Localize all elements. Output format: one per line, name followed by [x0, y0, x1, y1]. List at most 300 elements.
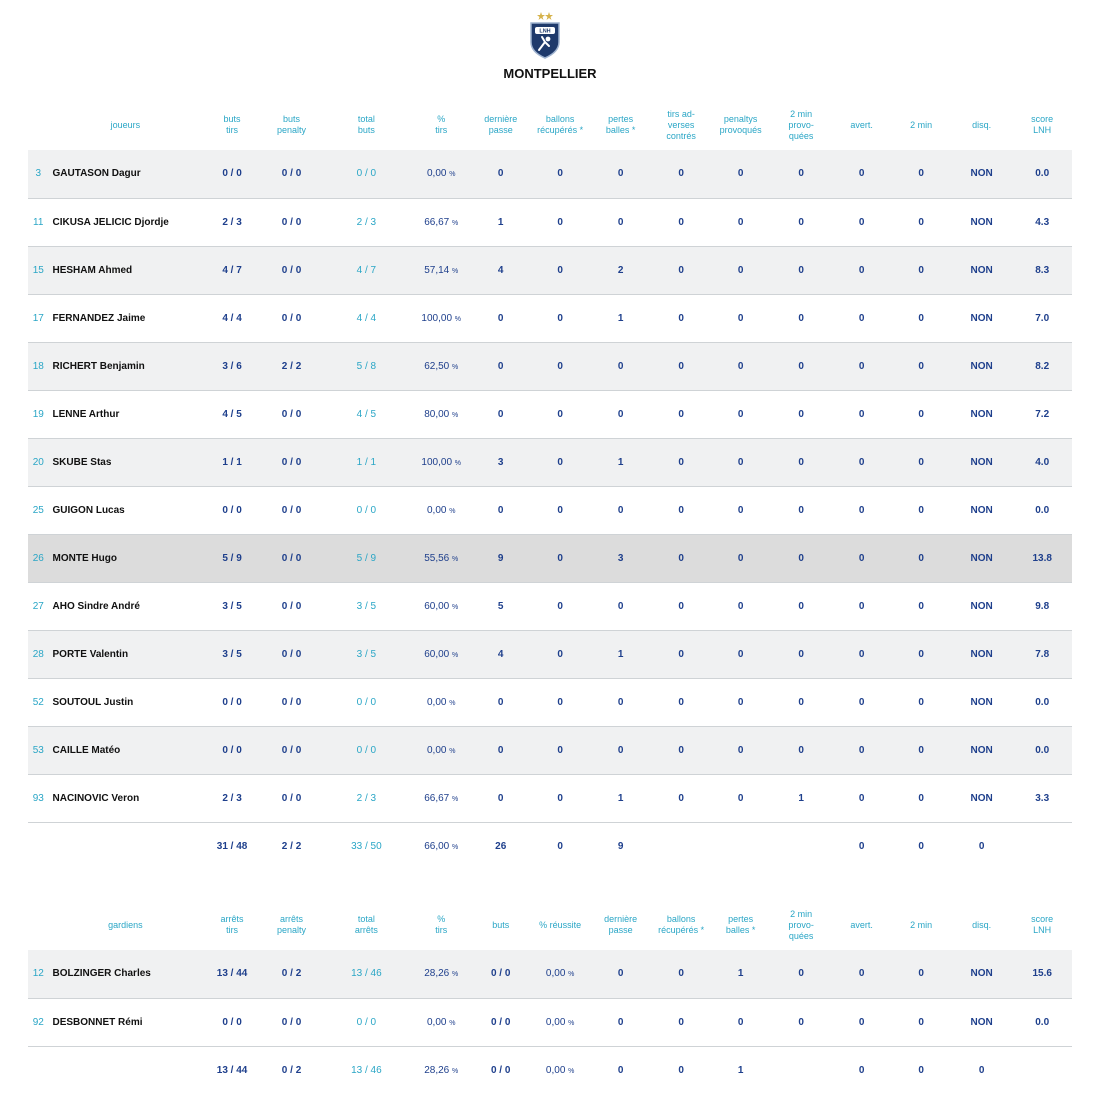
player-cell: 0 — [858, 312, 865, 324]
player-cell: 0 — [617, 408, 624, 420]
player-cell: 0 / 0 — [281, 216, 302, 228]
player-cell[interactable]: SOUTOUL Justin — [52, 696, 134, 708]
lnh-shield-logo-icon — [525, 10, 565, 60]
player-cell: 3 / 5 — [356, 600, 377, 612]
player-cell: 0 — [617, 600, 624, 612]
player-row — [28, 534, 1072, 582]
keepers-header-7: % réussite — [539, 919, 582, 930]
players-header-2: buts tirs — [223, 114, 241, 135]
keeper-total-cell: 13 / 46 — [351, 1064, 382, 1076]
player-cell: 0 — [798, 648, 804, 660]
players-header-3: buts penalty — [277, 114, 307, 135]
player-cell: 17 — [32, 312, 44, 324]
player-total-cell: 9 — [617, 840, 624, 852]
player-cell: 4 / 7 — [356, 264, 377, 276]
player-total-cell: 66,00 % — [424, 840, 459, 852]
player-cell: 2 / 3 — [222, 216, 242, 228]
player-cell: 0 — [918, 264, 924, 276]
keepers-header-0 — [28, 900, 49, 950]
players-header-1: joueurs — [110, 119, 141, 130]
player-cell: 0 — [737, 792, 744, 804]
player-cell: 0 — [678, 408, 684, 420]
player-cell: 0 — [858, 504, 865, 516]
player-total-cell: 0 — [557, 840, 563, 852]
keeper-cell: 1 — [737, 968, 744, 980]
player-cell: 60,00 % — [424, 648, 459, 660]
player-cell: 0 — [798, 408, 804, 420]
player-cell: 0 — [737, 168, 744, 180]
player-cell: 4 / 4 — [222, 312, 242, 324]
keeper-cell: NON — [970, 968, 993, 980]
player-cell: 0 — [557, 216, 563, 228]
keeper-total-cell: 0,00 % — [545, 1064, 575, 1076]
player-cell: 2 / 3 — [356, 216, 377, 228]
player-cell[interactable]: AHO Sindre André — [52, 600, 140, 612]
keeper-total-cell: 0 — [918, 1064, 924, 1076]
keeper-total-cell: 0 / 0 — [490, 1064, 511, 1076]
keeper-cell: 13 / 44 — [216, 968, 248, 980]
player-cell: 9 — [497, 552, 504, 564]
player-cell: 0 / 0 — [222, 504, 242, 516]
player-row — [28, 486, 1072, 534]
player-cell: 0.0 — [1035, 168, 1050, 180]
player-cell: 0 — [798, 744, 804, 756]
player-cell: 2 / 3 — [222, 792, 242, 804]
keeper-cell: NON — [970, 1016, 993, 1028]
player-cell: 0 — [678, 504, 684, 516]
player-total-cell: 26 — [495, 840, 507, 852]
keeper-cell: 0 — [678, 968, 684, 980]
keeper-cell: 13 / 46 — [351, 968, 382, 980]
keeper-cell: 0 — [858, 1016, 865, 1028]
player-cell[interactable]: CAILLE Matéo — [52, 744, 121, 756]
player-cell: 1 / 1 — [222, 456, 242, 468]
player-cell: 3 / 5 — [356, 648, 377, 660]
player-cell: 7.0 — [1035, 312, 1050, 324]
player-cell: 0 — [737, 216, 744, 228]
player-cell: 0 / 0 — [281, 168, 302, 180]
player-row — [28, 198, 1072, 246]
player-cell: 0 — [858, 408, 865, 420]
player-cell: 4 — [497, 264, 504, 276]
player-cell: NON — [970, 504, 993, 516]
players-header-4: total buts — [357, 114, 375, 135]
player-total-cell — [49, 822, 203, 870]
player-cell: 4 / 4 — [356, 312, 377, 324]
keeper-total-cell: 0 — [858, 1064, 865, 1076]
player-cell: 3 — [497, 456, 504, 468]
player-cell: 0 — [798, 216, 804, 228]
player-cell: 0 — [737, 312, 744, 324]
player-cell: 4 / 5 — [356, 408, 377, 420]
player-cell: 0 — [858, 456, 865, 468]
player-cell: 0 — [737, 360, 744, 372]
player-cell[interactable]: PORTE Valentin — [52, 648, 129, 660]
player-row — [28, 150, 1072, 198]
player-cell: 0 — [557, 360, 563, 372]
keeper-cell: 0 / 0 — [490, 968, 511, 980]
player-cell: 0 — [858, 648, 865, 660]
player-row — [28, 390, 1072, 438]
player-cell: 0 / 0 — [222, 744, 242, 756]
keeper-cell: 0 / 0 — [281, 1016, 302, 1028]
player-cell: 100,00 % — [421, 312, 462, 324]
player-cell: 0 — [617, 504, 624, 516]
player-cell: 0 / 0 — [281, 456, 302, 468]
player-cell[interactable]: LENNE Arthur — [52, 408, 120, 420]
player-cell: 0 / 0 — [281, 696, 302, 708]
player-total-cell: 33 / 50 — [351, 840, 382, 852]
player-cell: 0 — [918, 552, 924, 564]
keeper-cell[interactable]: BOLZINGER Charles — [52, 968, 151, 980]
player-cell: 57,14 % — [424, 264, 459, 276]
player-cell: 53 — [32, 744, 44, 756]
player-cell: 0.0 — [1035, 504, 1050, 516]
player-cell: 1 — [617, 792, 624, 804]
player-cell: 0 — [678, 360, 684, 372]
player-cell: 0 / 0 — [281, 600, 302, 612]
player-cell: 0 — [858, 744, 865, 756]
keeper-cell: 0.0 — [1035, 1016, 1050, 1028]
player-cell: 0 — [918, 168, 924, 180]
player-cell: 13.8 — [1032, 552, 1052, 564]
player-cell: 0 — [557, 264, 563, 276]
player-total-cell — [770, 822, 832, 870]
player-cell: NON — [970, 456, 993, 468]
player-cell: 25 — [32, 504, 44, 516]
player-cell: 0 — [918, 216, 924, 228]
player-cell: 0 — [617, 744, 624, 756]
player-cell: 0 — [678, 312, 684, 324]
players-header-0 — [28, 100, 49, 150]
player-cell: 60,00 % — [424, 600, 459, 612]
player-cell: 0,00 % — [426, 504, 456, 516]
keepers-header-8: dernière passe — [604, 914, 638, 935]
player-cell: 0 — [798, 552, 804, 564]
player-cell: 1 — [497, 216, 504, 228]
keeper-row — [28, 950, 1072, 998]
player-cell: 0 / 0 — [281, 552, 302, 564]
player-total-cell — [711, 822, 770, 870]
player-cell: 0 / 0 — [281, 312, 302, 324]
player-cell: 0 — [858, 168, 865, 180]
players-header-11: 2 min provo- quées — [788, 108, 814, 141]
player-cell: 0 — [918, 696, 924, 708]
player-cell: 93 — [32, 792, 44, 804]
player-cell: 0 — [858, 552, 865, 564]
player-cell: 0 — [557, 312, 563, 324]
player-cell: 0 — [737, 696, 744, 708]
player-cell: 0 — [918, 504, 924, 516]
player-cell: 2 / 3 — [356, 792, 377, 804]
keeper-cell: 92 — [32, 1016, 44, 1028]
keepers-header-4: total arrêts — [354, 914, 378, 935]
player-cell: 7.8 — [1035, 648, 1050, 660]
player-cell: 1 — [617, 456, 624, 468]
keeper-cell: 0 — [617, 1016, 624, 1028]
player-cell: 0 — [557, 552, 563, 564]
keeper-cell: 28,26 % — [424, 968, 459, 980]
player-cell: 0 — [918, 744, 924, 756]
player-cell: 0 — [737, 648, 744, 660]
player-cell: 20 — [32, 456, 44, 468]
keeper-total-cell: 28,26 % — [424, 1064, 459, 1076]
player-row — [28, 726, 1072, 774]
player-cell: 18 — [32, 360, 44, 372]
player-cell: 0 — [798, 504, 804, 516]
player-cell: 62,50 % — [424, 360, 459, 372]
player-cell: 0 — [918, 648, 924, 660]
player-row — [28, 294, 1072, 342]
player-cell: 0 — [918, 312, 924, 324]
player-cell: 0 — [557, 744, 563, 756]
player-cell: 0.0 — [1035, 696, 1050, 708]
players-header-12: avert. — [850, 119, 873, 130]
keeper-cell: 0 — [918, 1016, 924, 1028]
goalkeepers-header-row — [28, 900, 1072, 950]
keepers-header-15: score LNH — [1031, 914, 1054, 935]
player-cell: 0 / 0 — [281, 408, 302, 420]
player-cell[interactable]: RICHERT Benjamin — [52, 360, 145, 372]
keeper-cell: 0,00 % — [545, 1016, 575, 1028]
player-cell: 0 — [798, 168, 804, 180]
player-cell: 4 / 7 — [222, 264, 242, 276]
player-cell: 0 — [678, 264, 684, 276]
player-total-cell — [651, 822, 710, 870]
player-cell: 0 — [497, 792, 504, 804]
player-row — [28, 246, 1072, 294]
player-cell: 0 / 0 — [222, 168, 242, 180]
player-cell: 3 — [617, 552, 624, 564]
player-cell: 5 / 9 — [222, 552, 242, 564]
keepers-header-1: gardiens — [108, 919, 143, 930]
player-cell: NON — [970, 600, 993, 612]
keeper-total-cell — [28, 1046, 49, 1094]
player-cell: 15 — [32, 264, 44, 276]
player-cell: 0.0 — [1035, 744, 1050, 756]
player-cell: 0 — [557, 600, 563, 612]
keeper-total-cell — [770, 1046, 832, 1094]
player-cell[interactable]: NACINOVIC Veron — [52, 792, 140, 804]
keepers-header-10: pertes balles * — [725, 914, 756, 935]
player-cell: NON — [970, 360, 993, 372]
player-cell: 3 / 6 — [222, 360, 242, 372]
player-total-cell: 0 — [978, 840, 985, 852]
player-cell: 0 — [737, 408, 744, 420]
player-cell: 0 / 0 — [222, 696, 242, 708]
player-cell: 19 — [32, 408, 44, 420]
player-cell: 0 — [557, 648, 563, 660]
player-cell: 55,56 % — [424, 552, 459, 564]
player-cell: NON — [970, 648, 993, 660]
player-cell: 0 — [918, 792, 924, 804]
keeper-cell: 15.6 — [1032, 968, 1052, 980]
players-stats-table — [28, 100, 1072, 870]
player-cell: 4 — [497, 648, 504, 660]
keeper-cell: 12 — [32, 968, 44, 980]
player-cell: 0 — [497, 696, 504, 708]
player-cell: 0 / 0 — [356, 168, 377, 180]
keeper-cell: 0 — [798, 1016, 804, 1028]
player-cell: 0 — [678, 744, 684, 756]
keeper-cell: 0 / 0 — [356, 1016, 377, 1028]
keeper-cell: 0 — [798, 968, 804, 980]
keeper-total-cell — [1012, 1046, 1072, 1094]
player-cell: 2 — [617, 264, 624, 276]
player-cell: 0 / 0 — [281, 264, 302, 276]
player-cell: 0,00 % — [426, 168, 456, 180]
player-cell: 0 — [497, 744, 504, 756]
player-cell: 9.8 — [1035, 600, 1050, 612]
player-cell: 0 / 0 — [356, 504, 377, 516]
player-total-cell: 31 / 48 — [216, 840, 248, 852]
player-total-cell: 0 — [918, 840, 924, 852]
player-cell: 0 — [918, 456, 924, 468]
player-cell[interactable]: CIKUSA JELICIC Djordje — [52, 216, 169, 228]
keeper-cell: 0 / 0 — [490, 1016, 511, 1028]
player-cell: NON — [970, 792, 993, 804]
player-cell: 0 — [557, 696, 563, 708]
player-cell: 8.2 — [1035, 360, 1050, 372]
player-cell: 0 — [858, 792, 865, 804]
player-cell: 66,67 % — [424, 216, 459, 228]
player-cell: 11 — [33, 216, 44, 228]
players-header-7: ballons récupérés * — [537, 114, 584, 135]
player-cell: 80,00 % — [424, 408, 459, 420]
player-cell: 1 — [617, 648, 624, 660]
player-cell: 0 — [798, 264, 804, 276]
goalkeepers-stats-table — [28, 900, 1072, 1094]
player-cell: 0 — [678, 216, 684, 228]
keeper-total-cell: 0 — [617, 1064, 624, 1076]
keeper-row — [28, 998, 1072, 1046]
player-cell: 0 — [737, 552, 744, 564]
player-cell: 0 — [557, 504, 563, 516]
keeper-cell: 0 — [918, 968, 924, 980]
keeper-total-cell: 0 — [978, 1064, 985, 1076]
player-cell: 0 — [918, 360, 924, 372]
player-total-cell — [1012, 822, 1072, 870]
player-totals-row — [28, 822, 1072, 870]
player-cell: 1 — [798, 792, 804, 804]
player-cell[interactable]: MONTE Hugo — [52, 552, 117, 564]
player-cell: 2 / 2 — [281, 360, 302, 372]
player-cell: 0 — [678, 648, 684, 660]
player-cell[interactable]: FERNANDEZ Jaime — [52, 312, 146, 324]
keeper-total-cell — [49, 1046, 203, 1094]
player-cell: NON — [970, 264, 993, 276]
players-header-8: pertes balles * — [605, 114, 636, 135]
player-cell: 0 — [858, 600, 865, 612]
player-cell: 0 — [858, 360, 865, 372]
player-cell: 0 — [798, 600, 804, 612]
player-cell: 8.3 — [1035, 264, 1050, 276]
svg-text:LNH: LNH — [539, 28, 551, 35]
player-row — [28, 342, 1072, 390]
player-cell: 0 — [557, 456, 563, 468]
player-cell: 0 — [617, 168, 624, 180]
player-cell: 0 — [678, 792, 684, 804]
keepers-header-6: buts — [492, 919, 510, 930]
player-cell: 0,00 % — [426, 696, 456, 708]
player-cell: 0 — [798, 312, 804, 324]
player-cell: 3 — [35, 168, 42, 180]
keepers-header-9: ballons récupérés * — [658, 914, 705, 935]
player-cell: 0 — [557, 792, 563, 804]
player-cell: 0 — [918, 408, 924, 420]
player-cell: 0 — [557, 408, 563, 420]
player-cell: 3 / 5 — [222, 648, 242, 660]
player-cell: 0 — [737, 264, 744, 276]
keeper-total-cell: 1 — [737, 1064, 744, 1076]
keepers-header-2: arrêts tirs — [220, 914, 244, 935]
player-cell: 0,00 % — [426, 744, 456, 756]
player-cell: 0 / 0 — [281, 648, 302, 660]
player-row — [28, 630, 1072, 678]
player-cell: 0 — [678, 696, 684, 708]
player-cell: 0 — [798, 456, 804, 468]
player-cell: NON — [970, 312, 993, 324]
players-header-13: 2 min — [910, 119, 933, 130]
player-cell: 0 — [678, 552, 684, 564]
player-cell: 5 — [497, 600, 504, 612]
players-header-5: % tirs — [435, 114, 448, 135]
player-row — [28, 438, 1072, 486]
keeper-cell: 0 — [737, 1016, 744, 1028]
player-cell: 0 — [557, 168, 563, 180]
keeper-cell: 0,00 % — [545, 968, 575, 980]
player-cell: 0 / 0 — [281, 792, 302, 804]
team-title: MONTPELLIER — [503, 66, 597, 81]
keeper-cell: 0 — [678, 1016, 684, 1028]
keeper-totals-row — [28, 1046, 1072, 1094]
player-cell[interactable]: SKUBE Stas — [52, 456, 112, 468]
player-cell: NON — [970, 552, 993, 564]
keeper-total-cell: 0 — [678, 1064, 684, 1076]
player-cell: 0 / 0 — [356, 696, 377, 708]
keeper-cell: 0 — [858, 968, 865, 980]
player-cell: 4.0 — [1035, 456, 1050, 468]
player-total-cell — [28, 822, 49, 870]
player-cell[interactable]: GUIGON Lucas — [52, 504, 125, 516]
player-cell: NON — [970, 168, 993, 180]
player-cell: 0 — [617, 696, 624, 708]
player-cell: 0 — [737, 504, 744, 516]
player-cell: 0 — [737, 456, 744, 468]
player-cell: 26 — [32, 552, 44, 564]
player-cell: 0 — [497, 168, 504, 180]
keepers-header-13: 2 min — [910, 919, 933, 930]
player-total-cell: 0 — [858, 840, 865, 852]
player-total-cell: 2 / 2 — [281, 840, 302, 852]
player-cell: 28 — [32, 648, 44, 660]
player-cell: 0 — [617, 216, 624, 228]
keepers-header-12: avert. — [850, 919, 873, 930]
player-cell: 0 / 0 — [281, 744, 302, 756]
player-cell: 52 — [32, 696, 44, 708]
player-cell: 0 — [678, 600, 684, 612]
keeper-cell: 0,00 % — [426, 1016, 456, 1028]
players-header-9: tirs ad- verses contrés — [666, 108, 696, 141]
player-cell[interactable]: GAUTASON Dagur — [52, 168, 141, 180]
player-row — [28, 582, 1072, 630]
player-cell[interactable]: HESHAM Ahmed — [52, 264, 133, 276]
keeper-cell[interactable]: DESBONNET Rémi — [52, 1016, 143, 1028]
player-row — [28, 774, 1072, 822]
player-cell: 0 / 0 — [281, 504, 302, 516]
player-cell: 0 — [858, 264, 865, 276]
keepers-header-14: disq. — [972, 919, 992, 930]
